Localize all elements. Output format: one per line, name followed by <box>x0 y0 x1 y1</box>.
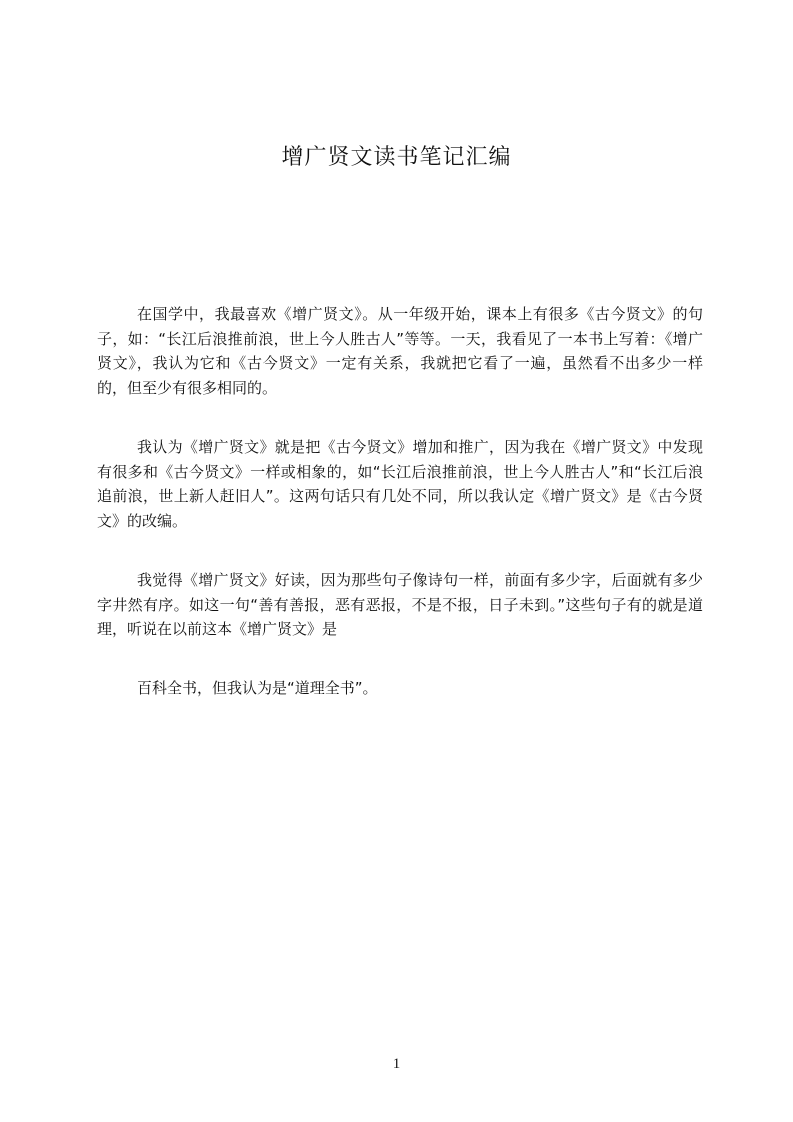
paragraph-4: 百科全书，但我认为是“道理全书”。 <box>137 679 378 697</box>
paragraph-2: 我认为《增广贤文》就是把《古今贤文》增加和推广，因为我在《增广贤文》中发现有很多和《古今贤文》一样或相象的，如“长江后浪推前浪，世上今人胜古人”和“长江后浪追前浪，世上新人赶旧人”。这两句话只有几处不同，所以我认定《增广贤文》是《古今贤文》的改编。 <box>97 438 703 530</box>
paragraph-3: 我觉得《增广贤文》好读，因为那些句子像诗句一样，前面有多少字，后面就有多少字井然有序。如这一句“善有善报，恶有恶报，不是不报，日子未到。”这些句子有的就是道理，听说在以前这本《增广贤文》是 <box>97 571 703 638</box>
paragraph-1: 在国学中，我最喜欢《增广贤文》。从一年级开始，课本上有很多《古今贤文》的句子，如：“长江后浪推前浪，世上今人胜古人”等等。一天，我看见了一本书上写着：《增广贤文》，我认为它和《古今贤文》一定有关系，我就把它看了一遍，虽然看不出多少一样的，但至少有很多相同的。 <box>97 305 703 397</box>
page-title: 增广贤文读书笔记汇编 <box>281 145 512 170</box>
page-number: 1 <box>392 1056 401 1072</box>
